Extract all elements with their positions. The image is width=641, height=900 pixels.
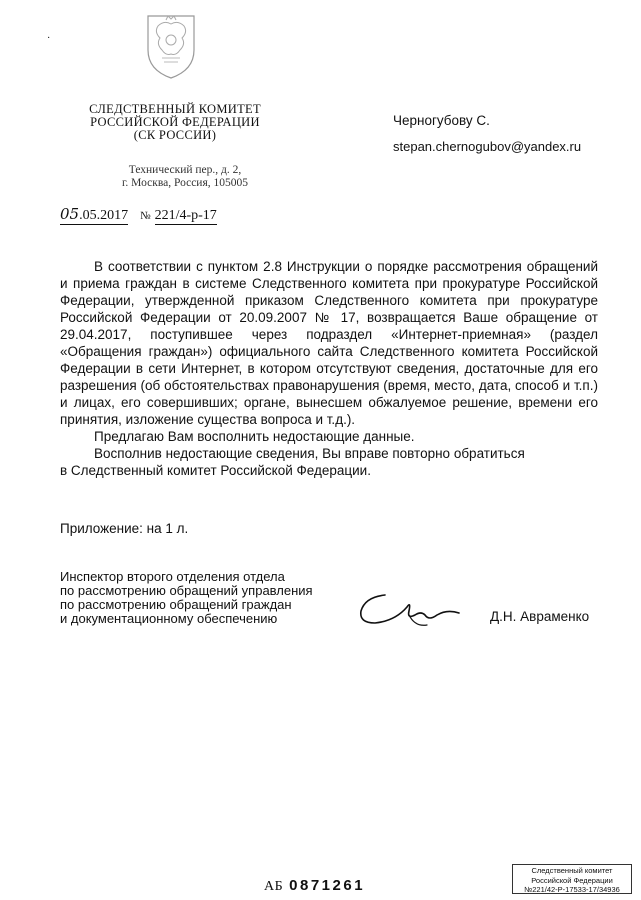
document-number: 221/4-р-17 xyxy=(154,208,217,223)
stamp-line-1: Следственный комитет xyxy=(531,866,613,875)
signatory-name: Д.Н. Авраменко xyxy=(490,609,590,624)
signatory-title-line-4: и документационному обеспечению xyxy=(60,611,278,626)
organization-name xyxy=(60,103,290,142)
recipient-email: stepan.chernogubov@yandex.ru xyxy=(393,139,582,154)
org-line-1: СЛЕДСТВЕННЫЙ КОМИТЕТ xyxy=(89,102,261,116)
serial-prefix: АБ xyxy=(264,879,284,894)
registration-stamp xyxy=(512,864,632,894)
coat-of-arms-emblem xyxy=(140,10,202,82)
scan-speck: · xyxy=(47,33,51,44)
signatory-title-line-1: Инспектор второго отделения отдела xyxy=(60,569,285,584)
org-line-3: (СК РОССИИ) xyxy=(133,128,217,142)
stamp-line-3: №221/42-Р-17533-17/34936 xyxy=(524,885,620,894)
body-paragraph-3a: Восполнив недостающие сведения, Вы вправе повторно обратиться xyxy=(94,446,525,461)
signatory-title-line-3: по рассмотрению обращений граждан xyxy=(60,597,292,612)
stamp-line-2: Российской Федерации xyxy=(531,875,613,885)
document-date xyxy=(60,205,129,225)
date-month-year: .05.2017 xyxy=(79,208,129,223)
body-paragraph-2: Предлагаю Вам восполнить недостающие данные. xyxy=(94,429,415,444)
address-line-1: Технический пер., д. 2, xyxy=(128,164,242,176)
serial-digits: 0871261 xyxy=(289,877,366,894)
org-line-2: РОССИЙСКОЙ ФЕДЕРАЦИИ xyxy=(90,115,260,129)
letter-body xyxy=(60,258,598,479)
date-number-line xyxy=(60,205,217,224)
signatory-title-line-2: по рассмотрению обращений управления xyxy=(60,583,313,598)
body-paragraph-3b: в Следственный комитет Российской Федерации. xyxy=(60,463,371,478)
attachment-note: Приложение: на 1 л. xyxy=(60,521,189,536)
handwritten-signature xyxy=(355,585,465,635)
recipient-name: Черногубову С. xyxy=(393,113,490,128)
organization-address xyxy=(60,164,310,190)
body-paragraph-1: В соответствии с пунктом 2.8 Инструкции о порядке рассмотрения обращений и приема граждан в системе Следственного комитета при прокуратуре Российской Федерации, утвержденной приказом Следственного комитета при прокуратуре Российской Федерации от 20.09.2007 № 17, возвращается Ваше обращение от 29.04.2017, поступившее через подраздел «Интернет-приемная» (раздел «Обращения граждан») официального сайта Следственного комитета Российской Федерации в сети Интернет, в котором отсутствуют сведения, достаточные для его разрешения (об обстоятельствах правонарушения (время, место, дата, способ и т.п.) и лицах, его совершивших; органе, вынесшем обжалуемое решение, времени его принятия, изложение существа вопроса и т.д.). xyxy=(60,259,598,427)
form-serial-number xyxy=(264,877,365,895)
number-sign: № xyxy=(140,210,151,222)
signatory-title xyxy=(60,570,313,626)
address-line-2: г. Москва, Россия, 105005 xyxy=(121,177,249,189)
date-day-handwritten: 05 xyxy=(60,205,80,223)
